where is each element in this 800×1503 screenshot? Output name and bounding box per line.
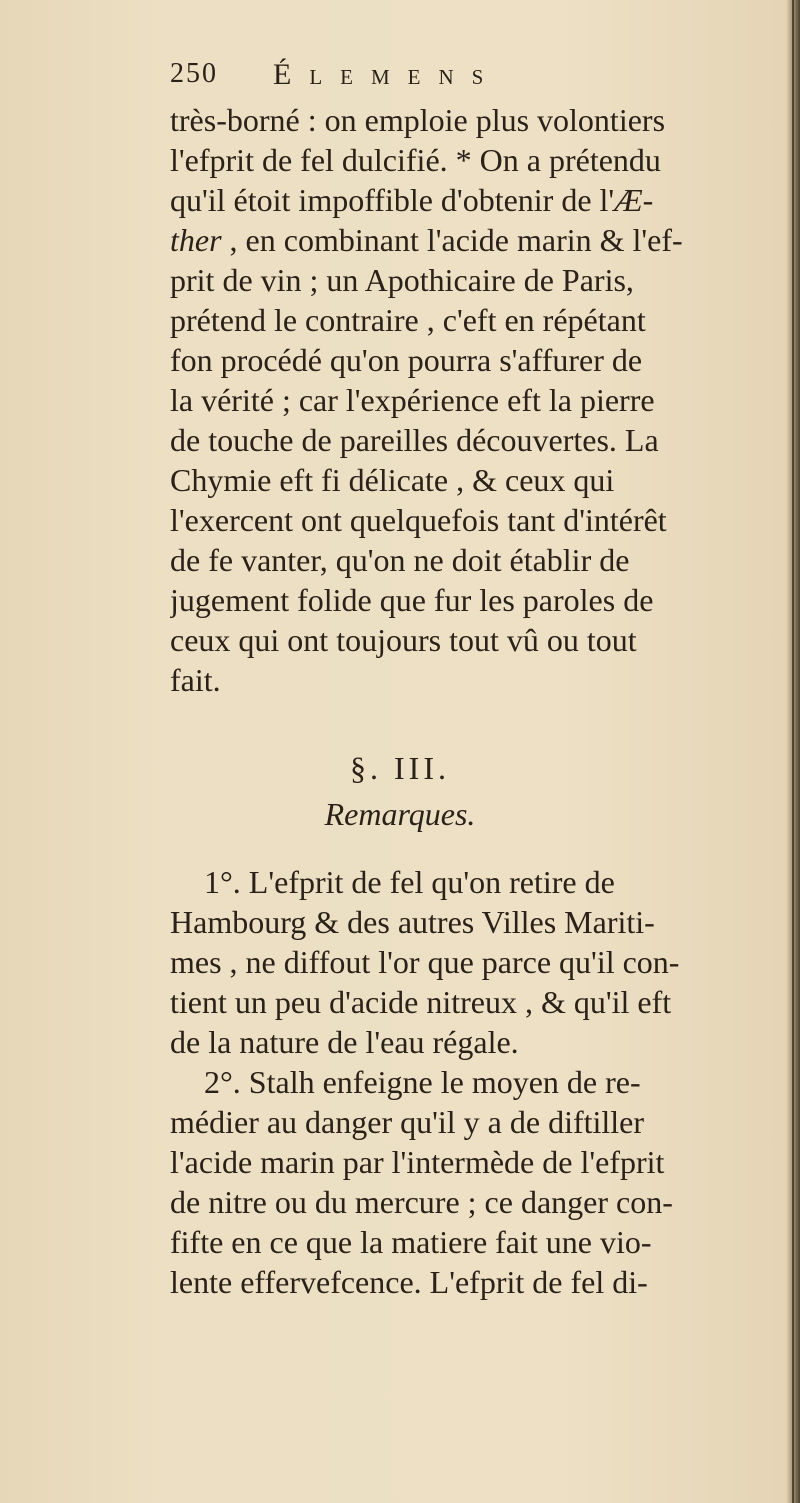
running-title: Élemens (273, 58, 502, 91)
text-line: la vérité ; car l'expérience eft la pierre (170, 382, 655, 418)
text-line: fait. (170, 662, 221, 698)
text-line: de la nature de l'eau régale. (170, 1024, 519, 1060)
text-line: de fe vanter, qu'on ne doit établir de (170, 542, 630, 578)
paragraph-1 (170, 100, 796, 700)
text-line: l'acide marin par l'intermède de l'efprit (170, 1144, 665, 1180)
text-line: l'exercent ont quelquefois tant d'intérêt (170, 502, 667, 538)
page-header (170, 58, 650, 98)
text-line: ceux qui ont toujours tout vû ou tout (170, 622, 637, 658)
text-line: tient un peu d'acide nitreux , & qu'il eft (170, 984, 672, 1020)
text-line: 1°. L'efprit de fel qu'on retire de (204, 864, 615, 900)
text-line: prit de vin ; un Apothicaire de Paris, (170, 262, 634, 298)
text-line: lente effervefcence. L'efprit de fel di- (170, 1264, 648, 1300)
text-line (170, 220, 796, 260)
italic-word: ther (170, 222, 222, 258)
text-line (170, 180, 796, 220)
text-line: de nitre ou du mercure ; ce danger con- (170, 1184, 673, 1220)
text-line-part: , en combinant l'acide marin & l'ef- (221, 222, 683, 258)
text-line: fifte en ce que la matiere fait une vio- (170, 1224, 652, 1260)
text-line: mes , ne diffout l'or que parce qu'il con- (170, 944, 680, 980)
italic-word: Æ- (614, 182, 654, 218)
text-line: de touche de pareilles découvertes. La (170, 422, 659, 458)
text-line: Chymie eft fi délicate , & ceux qui (170, 462, 615, 498)
paragraph-2 (170, 862, 796, 1302)
text-line: 2°. Stalh enfeigne le moyen de re- (204, 1064, 641, 1100)
text-line: fon procédé qu'on pourra s'affurer de (170, 342, 643, 378)
text-line: prétend le contraire , c'eft en répétant (170, 302, 646, 338)
text-line: l'efprit de fel dulcifié. * On a prétendu (170, 142, 661, 178)
text-line-part: qu'il étoit impoffible d'obtenir de l' (170, 182, 615, 218)
text-line: Hambourg & des autres Villes Mariti- (170, 904, 655, 940)
section-number: §. III. (350, 750, 450, 786)
page-number: 250 (170, 58, 218, 89)
text-line: très-borné : on emploie plus volontiers (170, 102, 666, 138)
text-line: médier au danger qu'il y a de diftiller (170, 1104, 645, 1140)
section-title: Remarques. (324, 796, 476, 832)
text-line: jugement folide que fur les paroles de (170, 582, 654, 618)
